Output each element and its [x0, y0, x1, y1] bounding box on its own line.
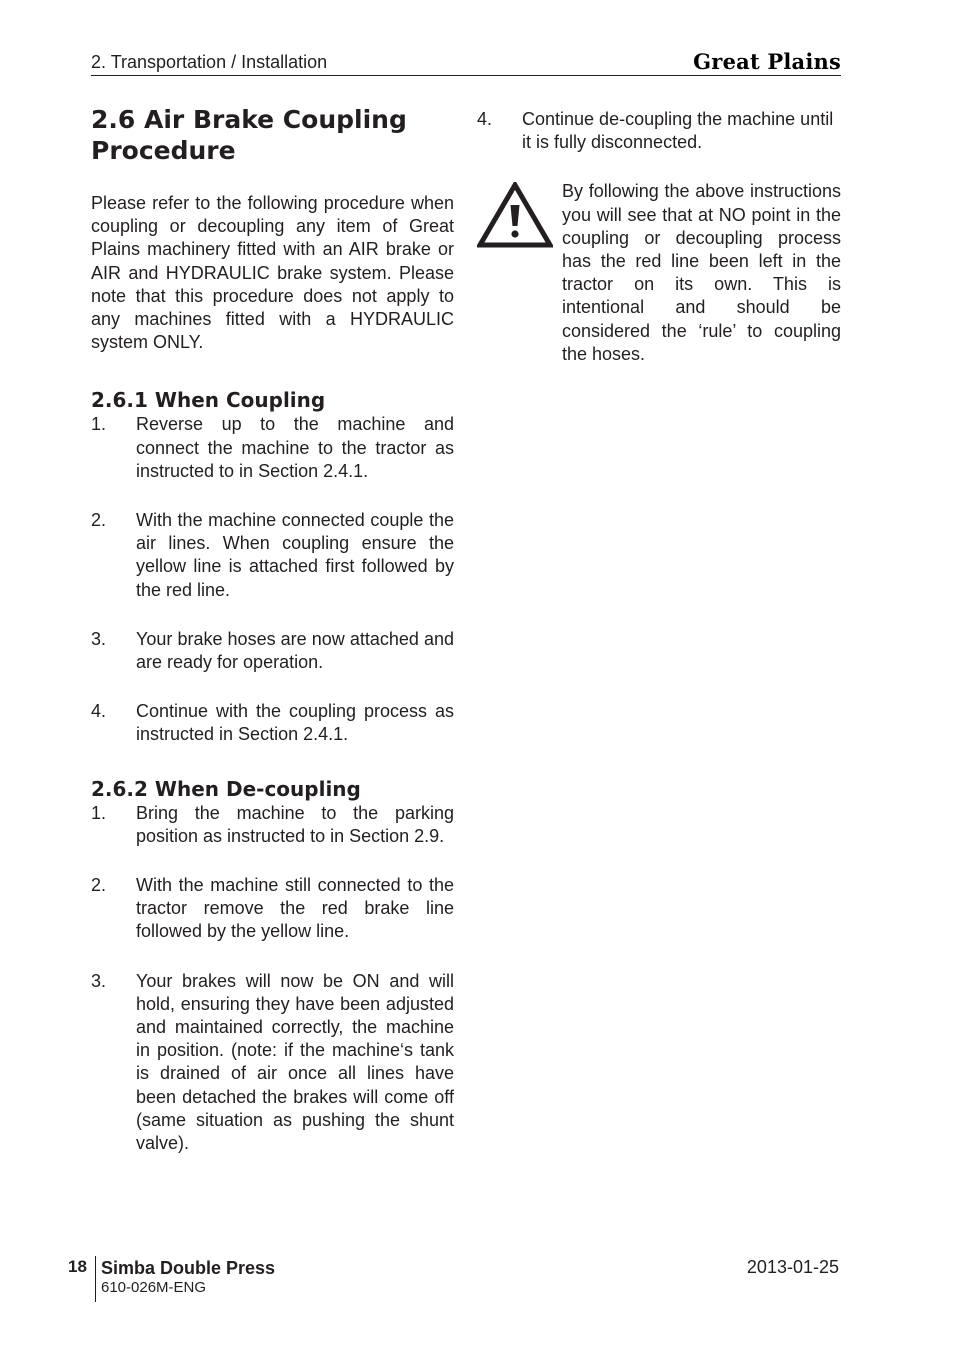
list-item: [91, 509, 454, 602]
step-text: With the machine still connected to the tractor remove the red brake line followed by the yellow line.: [136, 875, 454, 942]
step-number: 4.: [477, 109, 493, 129]
list-item: [91, 802, 454, 848]
step-number: 3.: [91, 970, 107, 991]
page-number: 18: [68, 1257, 87, 1276]
list-item: [91, 700, 454, 746]
step-text: Continue with the coupling process as instructed in Section 2.4.1.: [136, 701, 454, 745]
decoupling-steps-list: [91, 802, 454, 1156]
header-section-title: 2. Transportation / Installation: [91, 52, 328, 72]
step-number: 3.: [91, 628, 107, 649]
warning-triangle-icon: [477, 180, 562, 366]
step-number: 1.: [91, 414, 107, 435]
footer-divider: [95, 1256, 96, 1302]
decoupling-heading: 2.6.2 When De-coupling: [91, 776, 361, 801]
step-text: Your brake hoses are now attached and are ready for operation.: [136, 628, 454, 673]
step-text: Your brakes will now be ON and will hold, ensuring they have been adjusted and maintained correctly, the machine in position. (note: if the machine‘s tank is drained of air once all lines have been detached the brakes will come off (same situation as pushing the shunt valve).: [136, 970, 454, 1154]
step-text: Continue de-coupling the machine until it is fully disconnected.: [522, 109, 834, 153]
footer-date: 2013-01-25: [746, 1257, 839, 1277]
list-item: [477, 108, 841, 154]
list-item: [91, 874, 454, 944]
step-number: 2.: [91, 510, 107, 531]
list-item: [91, 970, 454, 1156]
coupling-heading: 2.6.1 When Coupling: [91, 388, 326, 413]
list-item: [91, 628, 454, 674]
step-text: Bring the machine to the parking position as instructed to in Section 2.9.: [136, 802, 454, 846]
section-title: 2.6 Air Brake Coupling Procedure: [91, 105, 407, 165]
warning-note: [477, 180, 841, 366]
header-divider: [91, 75, 841, 76]
list-item: [91, 413, 454, 483]
step-text: Reverse up to the machine and connect the machine to the tractor as instructed to in Section 2.4.1.: [136, 414, 454, 481]
footer-product-title: Simba Double Press: [101, 1258, 276, 1278]
brand-logo-text: Great Plains: [693, 49, 841, 74]
coupling-steps-list: [91, 413, 454, 746]
step-number: 4.: [91, 701, 107, 722]
footer-document-code: 610-026M-ENG: [101, 1279, 207, 1296]
right-column: [477, 108, 841, 366]
step-number: 1.: [91, 802, 107, 823]
step-number: 2.: [91, 875, 107, 896]
warning-text: By following the above instructions you will see that at NO point in the coupling or decoupling process has the red line been left in the tractor on its own. This is intentional and should be considered the ‘rule’ to coupling the hoses.: [562, 181, 841, 364]
left-column: [91, 104, 454, 1155]
intro-paragraph: Please refer to the following procedure when coupling or decoupling any item of Great Plains machinery fitted with an AIR brake or AIR and HYDRAULIC brake system. Please note that this procedure does not apply to any machines fitted with a HYDRAULIC system ONLY.: [91, 193, 454, 353]
step-text: With the machine connected couple the air lines. When coupling ensure the yellow line is attached first followed by the red line.: [136, 510, 454, 600]
